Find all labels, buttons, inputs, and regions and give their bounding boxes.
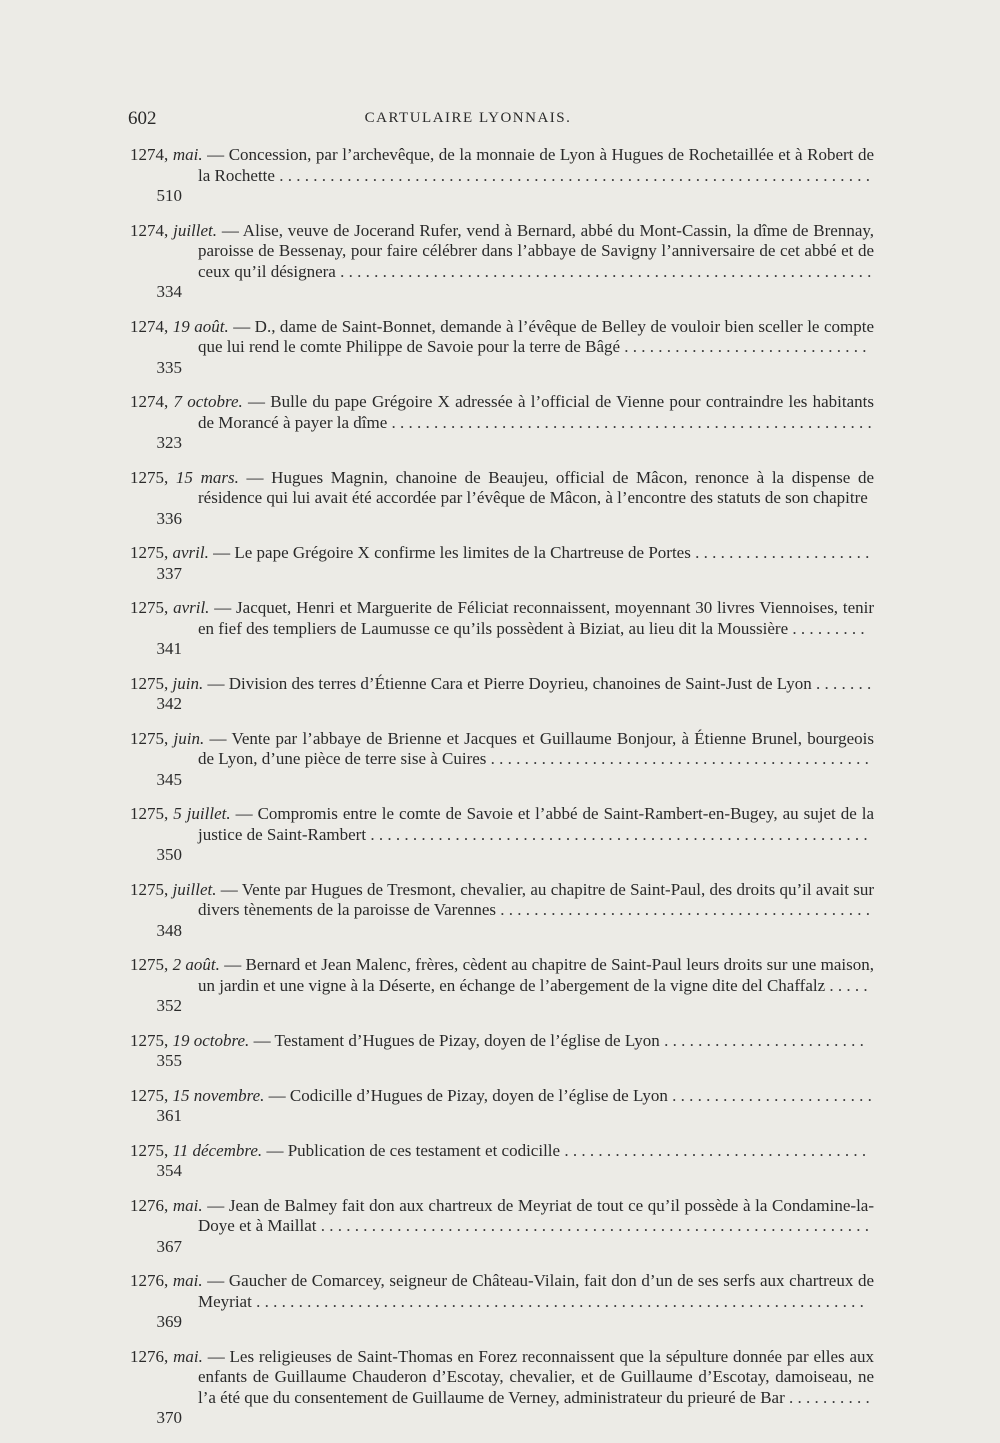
entry-page-ref: 369 bbox=[156, 1312, 182, 1331]
entry-date bbox=[130, 1347, 203, 1366]
entry-page-ref: 352 bbox=[156, 996, 182, 1015]
entry-year: 1275, bbox=[130, 1085, 169, 1105]
entry-page-ref: 334 bbox=[156, 282, 182, 301]
entry-text: — Vente par l’abbaye de Brienne et Jacques et Guillaume Bonjour, à Étienne Brunel, bourgeois de Lyon, d’une pièce de terre sise à Cuires bbox=[198, 728, 875, 768]
entry-date bbox=[130, 392, 243, 411]
running-title: CARTULAIRE LYONNAIS. bbox=[364, 110, 572, 126]
entry-date-italic: 19 octobre. bbox=[172, 1030, 250, 1050]
entry-year: 1275, bbox=[130, 879, 169, 899]
entry bbox=[130, 1195, 874, 1258]
entry bbox=[130, 1031, 862, 1072]
entry-list bbox=[130, 145, 875, 1443]
entry bbox=[130, 467, 875, 530]
running-header bbox=[128, 108, 808, 136]
entry bbox=[130, 673, 872, 715]
entry-page-ref: 354 bbox=[156, 1161, 182, 1180]
entry bbox=[130, 392, 874, 454]
entry-date-italic: 15 mars. bbox=[175, 467, 239, 487]
entry-year: 1275, bbox=[130, 804, 169, 823]
dot-leader: . . . . . . . . . . . . . . . . . . . . . . . . . . . . . . . . . . . . bbox=[560, 1140, 867, 1160]
entry bbox=[130, 1271, 875, 1333]
entry-page-ref: 336 bbox=[156, 508, 182, 528]
entry-date-italic: juillet. bbox=[172, 879, 217, 899]
entry-body bbox=[130, 880, 874, 921]
entry-body bbox=[130, 1141, 874, 1162]
dot-leader: . . . . . . . . . bbox=[788, 618, 865, 638]
dot-leader: . . . . . . . . . . bbox=[784, 1387, 870, 1407]
dot-leader: . . . . . . . . . . . . . . . . . . . . . . . . bbox=[667, 1085, 872, 1105]
entry-text: — Codicille d’Hugues de Pizay, doyen de l’église de Lyon bbox=[268, 1085, 668, 1105]
entry-page-ref: 348 bbox=[156, 920, 182, 940]
entry-page-ref: 510 bbox=[156, 186, 182, 205]
entry-date-italic: mai. bbox=[172, 145, 203, 164]
entry-date bbox=[130, 1196, 203, 1215]
dot-leader: . . . . . . . . . . . . . . . . . . . . . . . . . . . . . . . . . . . . . . . . . . . . bbox=[496, 900, 871, 919]
dot-leader: . . . . . . . . . . . . . . . . . . . . . . . . . . . . . . . . . . . . . . . . . . . . . . . . . . . . . . . . . . . . . . . . . . . . . . . . bbox=[251, 1291, 864, 1311]
entry-text: — Hugues Magnin, chanoine de Beaujeu, official de Mâcon, renonce à la dispense de résidence qui lui avait été accordée par l’évêque de Mâcon, à l’encontre des statuts de son chapitre bbox=[198, 467, 875, 507]
entry-text: — Division des terres d’Étienne Cara et Pierre Doyrieu, chanoines de Saint-Just de Lyon bbox=[207, 673, 812, 693]
entry-date bbox=[130, 674, 203, 693]
entry bbox=[130, 728, 875, 791]
entry-page-ref: 323 bbox=[156, 433, 182, 452]
entry-date bbox=[130, 1141, 262, 1160]
entry-text: — D., dame de Saint-Bonnet, demande à l’évêque de Belley de vouloir bien sceller le compte que lui rend le comte Philippe de Savoie pour la terre de Bâgé bbox=[198, 316, 874, 356]
entry-body bbox=[130, 674, 874, 695]
entry-body bbox=[130, 468, 874, 509]
entry-date bbox=[130, 1086, 264, 1105]
entry-text: — Bulle du pape Grégoire X adressée à l’official de Vienne pour contraindre les habitants de Morancé à payer la dîme bbox=[198, 392, 874, 432]
entry-body bbox=[130, 392, 874, 433]
entry-year: 1276, bbox=[130, 1195, 169, 1215]
entry-year: 1275, bbox=[130, 543, 169, 562]
entry bbox=[130, 145, 875, 207]
entry-text: — Jean de Balmey fait don aux chartreux de Meyriat de tout ce qu’il possède à la Condamine-la-Doye et à Maillat bbox=[198, 1195, 874, 1235]
entry-text: — Les religieuses de Saint-Thomas en Forez reconnaissent que la sépulture donnée par elles aux enfants de Guillaume Chauderon d’Escotay, chevalier, et de Guillaume d’Escotay, damoiseau, ne l’a été que du consentement de Guillaume de Verney, administrateur du prieuré de Bar bbox=[198, 1346, 875, 1407]
entry-date bbox=[130, 145, 203, 164]
entry bbox=[130, 598, 875, 660]
dot-leader: . . . . . . . bbox=[811, 673, 872, 693]
entry-date bbox=[130, 221, 217, 240]
entry-body bbox=[130, 1031, 874, 1052]
entry-page-ref: 355 bbox=[156, 1051, 182, 1070]
entry-year: 1275, bbox=[130, 1030, 169, 1050]
entry-date bbox=[130, 880, 216, 899]
entry-date-italic: 15 novembre. bbox=[172, 1085, 265, 1105]
dot-leader: . . . . . bbox=[825, 975, 868, 995]
entry-date bbox=[130, 955, 220, 974]
entry-text: — Jacquet, Henri et Marguerite de Féliciat reconnaissent, moyennant 30 livres Viennoises, tenir en fief des templiers de Laumusse ce qu’ils possèdent à Biziat, au lieu dit la Moussière bbox=[198, 598, 875, 638]
entry-year: 1276, bbox=[130, 1271, 169, 1290]
entry-text: — Vente par Hugues de Tresmont, chevalier, au chapitre de Saint-Paul, des droits qu’il avait sur divers tènements de la paroisse de Varennes bbox=[198, 879, 875, 919]
entry-year: 1274, bbox=[130, 392, 169, 411]
entry-body bbox=[130, 804, 874, 845]
entry-date bbox=[130, 543, 209, 562]
entry-page-ref: 342 bbox=[156, 694, 182, 713]
dot-leader: . . . . . . . . . . . . . . . . . . . . . . . . bbox=[659, 1030, 864, 1050]
entry-page-ref: 367 bbox=[156, 1236, 182, 1256]
entry-date-italic: mai. bbox=[173, 1346, 203, 1366]
entry-year: 1274, bbox=[130, 220, 169, 240]
entry bbox=[130, 1140, 867, 1182]
dot-leader: . . . . . . . . . . . . . . . . . . . . . . . . . . . . . . . . . . . . . . . . . . . . . bbox=[486, 749, 869, 768]
entry-body bbox=[130, 1347, 874, 1409]
entry-body bbox=[130, 955, 874, 996]
dot-leader: . . . . . . . . . . . . . . . . . . . . . . . . . . . . . . . . . . . . . . . . . . . . . . . . . . . . . . . . . . . . . . . . . bbox=[316, 1216, 869, 1235]
entry bbox=[130, 1085, 872, 1127]
entry-page-ref: 335 bbox=[156, 357, 182, 377]
entry-year: 1275, bbox=[130, 728, 169, 748]
entry-text: — Alise, veuve de Jocerand Rufer, vend à Bernard, abbé du Mont-Cassin, la dîme de Brennay, paroisse de Bessenay, pour faire célébrer dans l’abbaye de Savigny l’anniversaire de cet abbé et de ceux qu’il désignera bbox=[198, 220, 875, 281]
entry-date bbox=[130, 317, 229, 336]
entry-body bbox=[130, 317, 874, 358]
entry-body bbox=[130, 1086, 874, 1107]
entry-date-italic: avril. bbox=[173, 598, 210, 617]
entry-date-italic: mai. bbox=[172, 1195, 203, 1215]
entry-year: 1275, bbox=[130, 467, 169, 487]
dot-leader: . . . . . . . . . . . . . . . . . . . . . . . . . . . . . bbox=[620, 337, 867, 356]
entry-date bbox=[130, 729, 204, 748]
entry-year: 1275, bbox=[130, 955, 169, 974]
entry-year: 1274, bbox=[130, 145, 169, 164]
dot-leader: . . . . . . . . . . . . . . . . . . . . . bbox=[690, 543, 870, 562]
entry-page-ref: 370 bbox=[156, 1408, 182, 1427]
entry-year: 1276, bbox=[130, 1346, 169, 1366]
entry bbox=[130, 1346, 875, 1429]
entry-body bbox=[130, 1271, 874, 1312]
entry-page-ref: 337 bbox=[156, 563, 182, 583]
entry-year: 1275, bbox=[130, 598, 169, 617]
entry bbox=[130, 804, 874, 866]
entry-date-italic: 2 août. bbox=[172, 955, 220, 974]
dot-leader: . . . . . . . . . . . . . . . . . . . . . . . . . . . . . . . . . . . . . . . . . . . . . . . . . . . . . . . . . . . bbox=[366, 824, 868, 844]
entry-date-italic: 19 août. bbox=[172, 316, 229, 336]
entry-page-ref: 350 bbox=[156, 845, 182, 864]
entry-body bbox=[130, 145, 874, 186]
entry-page-ref: 361 bbox=[156, 1106, 182, 1125]
entry-body bbox=[130, 598, 874, 639]
dot-leader: . . . . . . . . . . . . . . . . . . . . . . . . . . . . . . . . . . . . . . . . . . . . . . . . . . . . . . . . . . . . . . . bbox=[335, 261, 872, 281]
entry-text: — Testament d’Hugues de Pizay, doyen de l’église de Lyon bbox=[253, 1030, 660, 1050]
entry-page-ref: 341 bbox=[156, 639, 182, 658]
entry-body bbox=[130, 543, 874, 564]
entry bbox=[130, 879, 875, 942]
entry-date bbox=[130, 468, 239, 487]
entry bbox=[130, 316, 874, 379]
entry-body bbox=[130, 729, 874, 770]
entry-date bbox=[130, 598, 209, 617]
entry-text: — Gaucher de Comarcey, seigneur de Château-Vilain, fait don d’un de ses serfs aux chartreux de Meyriat bbox=[198, 1271, 875, 1311]
entry-body bbox=[130, 221, 874, 283]
entry bbox=[130, 955, 874, 1017]
entry-date-italic: 11 décembre. bbox=[172, 1140, 263, 1160]
entry-date-italic: 7 octobre. bbox=[173, 392, 243, 411]
dot-leader: . . . . . . . . . . . . . . . . . . . . . . . . . . . . . . . . . . . . . . . . . . . . . . . . . . . . . . . . . . . . . . . . . . . . . . bbox=[274, 165, 870, 185]
entry-text: — Publication de ces testament et codicille bbox=[266, 1140, 561, 1160]
entry-date-italic: juillet. bbox=[173, 220, 218, 240]
entry-text: — Bernard et Jean Malenc, frères, cèdent au chapitre de Saint-Paul leurs droits sur une maison, un jardin et une vigne à la Déserte, en échange de l’abergement de la vigne dite del Chaffalz bbox=[198, 955, 874, 995]
entry-date-italic: juin. bbox=[173, 728, 205, 748]
entry bbox=[130, 220, 875, 303]
entry-year: 1275, bbox=[130, 1140, 169, 1160]
entry-date-italic: juin. bbox=[172, 673, 204, 693]
entry-date bbox=[130, 1031, 249, 1050]
entry-year: 1274, bbox=[130, 316, 169, 336]
entry-date-italic: 5 juillet. bbox=[173, 804, 231, 823]
entry-date-italic: mai. bbox=[172, 1271, 203, 1290]
entry-date-italic: avril. bbox=[172, 543, 209, 562]
entry-text: — Concession, par l’archevêque, de la monnaie de Lyon à Hugues de Rochetaillée et à Robert de la Rochette bbox=[198, 145, 875, 185]
entry-year: 1275, bbox=[130, 673, 169, 693]
entry-body bbox=[130, 1196, 874, 1237]
entry-date bbox=[130, 1271, 203, 1290]
entry-text: — Compromis entre le comte de Savoie et l’abbé de Saint-Rambert-en-Bugey, au sujet de la justice de Saint-Rambert bbox=[198, 804, 874, 844]
entry-text: — Le pape Grégoire X confirme les limites de la Chartreuse de Portes bbox=[213, 543, 691, 562]
entry-date bbox=[130, 804, 231, 823]
entry bbox=[130, 543, 870, 584]
dot-leader: . . . . . . . . . . . . . . . . . . . . . . . . . . . . . . . . . . . . . . . . . . . . . . . . . . . . . . . . . bbox=[387, 412, 872, 432]
entry-page-ref: 345 bbox=[156, 769, 182, 789]
page-number: 602 bbox=[128, 108, 157, 129]
